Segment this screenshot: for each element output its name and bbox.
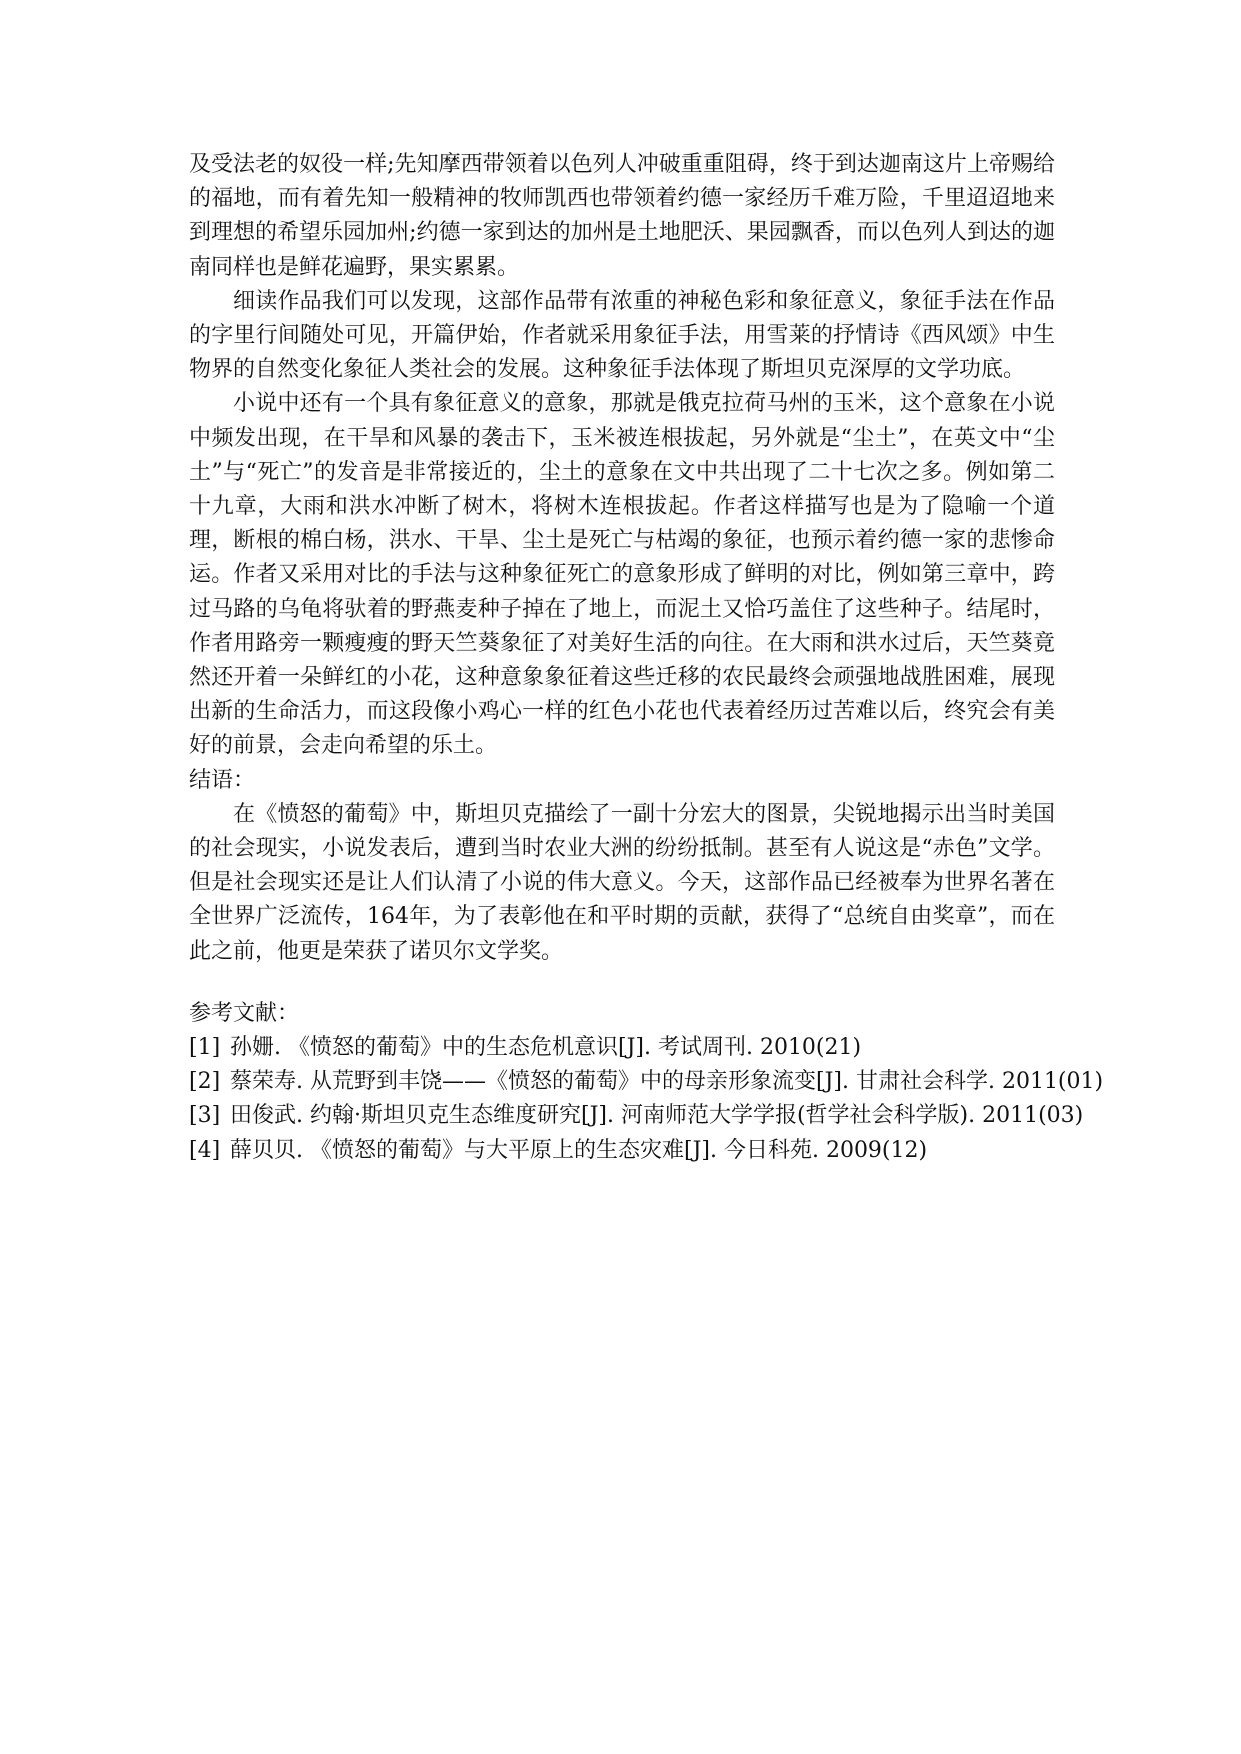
body-paragraph-2: 细读作品我们可以发现，这部作品带有浓重的神秘色彩和象征意义，象征手法在作品的字里行间随处可见，开篇伊始，作者就采用象征手法，用雪莱的抒情诗《西风颂》中生物界的自然变化象征人类社会的发展。这种象征手法体现了斯坦贝克深厚的文学功底。	[189, 288, 1055, 383]
conclusion-heading: 结语：	[189, 767, 256, 793]
reference-text: 薛贝贝. 《愤怒的葡萄》与大平原上的生态灾难[J]. 今日科苑. 2009(12)	[230, 1137, 928, 1163]
conclusion-paragraph: 在《愤怒的葡萄》中，斯坦贝克描绘了一副十分宏大的图景，尖锐地揭示出当时美国的社会现实，小说发表后，遭到当时农业大洲的纷纷抵制。甚至有人说这是“赤色”文学。但是社会现实还是让人们认清了小说的伟大意义。今天，这部作品已经被奉为世界名著在全世界广泛流传，164年，为了表彰他在和平时期的贡献，获得了“总统自由奖章”，而在此之前，他更是荣获了诺贝尔文学奖。	[189, 801, 1055, 964]
reference-text: 田俊武. 约翰·斯坦贝克生态维度研究[J]. 河南师范大学学报(哲学社会科学版). 2011(03)	[230, 1103, 1084, 1129]
body-paragraph-1: 及受法老的奴役一样;先知摩西带领着以色列人冲破重重阻碍，终于到达迦南这片上帝赐给的福地，而有着先知一般精神的牧师凯西也带领着约德一家经历千难万险，千里迢迢地来到理想的希望乐园加州;约德一家到达的加州是土地肥沃、果园飘香，而以色列人到达的迦南同样也是鲜花遍野，果实累累。	[189, 152, 1055, 280]
references-title: 参考文献：	[189, 1000, 300, 1026]
reference-item	[189, 1099, 1084, 1133]
reference-number: [3]	[189, 1103, 221, 1129]
reference-text: 孙姗. 《愤怒的葡萄》中的生态危机意识[J]. 考试周刊. 2010(21)	[230, 1035, 862, 1061]
reference-item	[189, 1065, 1104, 1099]
reference-number: [2]	[189, 1069, 221, 1095]
reference-item	[189, 1134, 1055, 1168]
document-page	[189, 148, 1104, 1168]
reference-text: 蔡荣寿. 从荒野到丰饶——《愤怒的葡萄》中的母亲形象流变[J]. 甘肃社会科学. 2011(01)	[230, 1069, 1104, 1095]
body-paragraph-3: 小说中还有一个具有象征意义的意象，那就是俄克拉荷马州的玉米，这个意象在小说中频发出现，在干旱和风暴的袭击下，玉米被连根拔起，另外就是“尘土”，在英文中“尘土”与“死亡”的发音是非常接近的，尘土的意象在文中共出现了二十七次之多。例如第二十九章，大雨和洪水冲断了树木，将树木连根拔起。作者这样描写也是为了隐喻一个道理，断根的棉白杨，洪水、干旱、尘土是死亡与枯竭的象征，也预示着约德一家的悲惨命运。作者又采用对比的手法与这种象征死亡的意象形成了鲜明的对比，例如第三章中，跨过马路的乌龟将驮着的野燕麦种子掉在了地上，而泥土又恰巧盖住了这些种子。结尾时，作者用路旁一颗瘦瘦的野天竺葵象征了对美好生活的向往。在大雨和洪水过后，天竺葵竟然还开着一朵鲜红的小花，这种意象象征着这些迁移的农民最终会顽强地战胜困难，展现出新的生命活力，而这段像小鸡心一样的红色小花也代表着经历过苦难以后，终究会有美好的前景，会走向希望的乐土。	[189, 391, 1055, 759]
references-list	[189, 1031, 1104, 1168]
reference-number: [4]	[189, 1137, 221, 1163]
reference-item	[189, 1031, 1055, 1065]
reference-number: [1]	[189, 1035, 221, 1061]
